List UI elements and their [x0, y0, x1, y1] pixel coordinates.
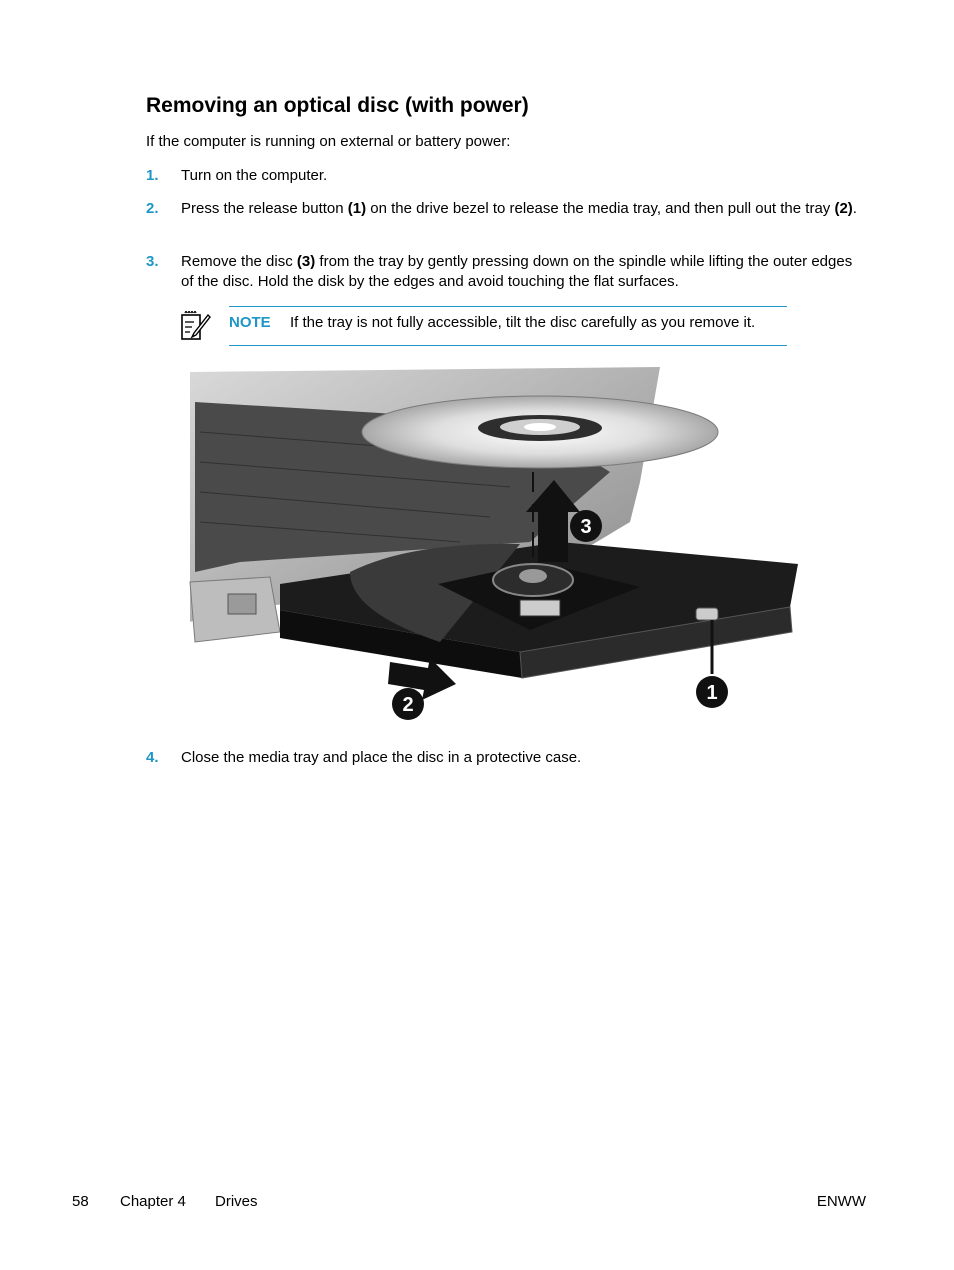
callout-ref-1: (1) [347, 200, 367, 217]
footer-section: Drives [215, 1193, 258, 1210]
step-text: Turn on the computer. [181, 167, 328, 184]
step-4 [146, 748, 861, 768]
page-number: 58 [72, 1193, 89, 1210]
step-number: 2. [146, 200, 159, 217]
step-text: Remove the disc (3) from the tray by gently pressing down on the spindle while lifting the outer edges of the disc. Hold the disk by the edges and avoid touching the flat surfaces. [181, 253, 853, 290]
step-1 [146, 166, 861, 186]
callout-badge-1 [696, 676, 728, 708]
step-number: 4. [146, 749, 159, 766]
note-box [229, 306, 787, 346]
callout-ref-3: (3) [296, 253, 316, 270]
step-2 [146, 199, 861, 219]
optical-disc [362, 396, 718, 468]
step-text: Press the release button (1) on the drive bezel to release the media tray, and then pull out the tray (2). [181, 200, 857, 217]
step-number: 1. [146, 167, 159, 184]
callout-badge-3 [570, 510, 602, 542]
footer-locale: ENWW [816, 1193, 866, 1210]
intro-text: If the computer is running on external or battery power: [146, 133, 511, 150]
note-pencil-icon [180, 309, 212, 341]
step-text: Close the media tray and place the disc in a protective case. [181, 749, 582, 766]
callout-badge-2 [392, 688, 424, 720]
optical-drive-illustration [180, 362, 810, 724]
callout-ref-2: (2) [834, 200, 853, 217]
step-3 [146, 252, 861, 292]
note-label: NOTE [229, 314, 271, 331]
footer-chapter: Chapter 4 [120, 1193, 186, 1210]
callout-number: 1 [706, 682, 718, 704]
note-text: If the tray is not fully accessible, tilt the disc carefully as you remove it. [290, 314, 756, 331]
callout-number: 2 [402, 694, 414, 716]
step-number: 3. [146, 253, 159, 270]
section-heading: Removing an optical disc (with power) [146, 94, 529, 117]
callout-number: 3 [580, 516, 592, 538]
